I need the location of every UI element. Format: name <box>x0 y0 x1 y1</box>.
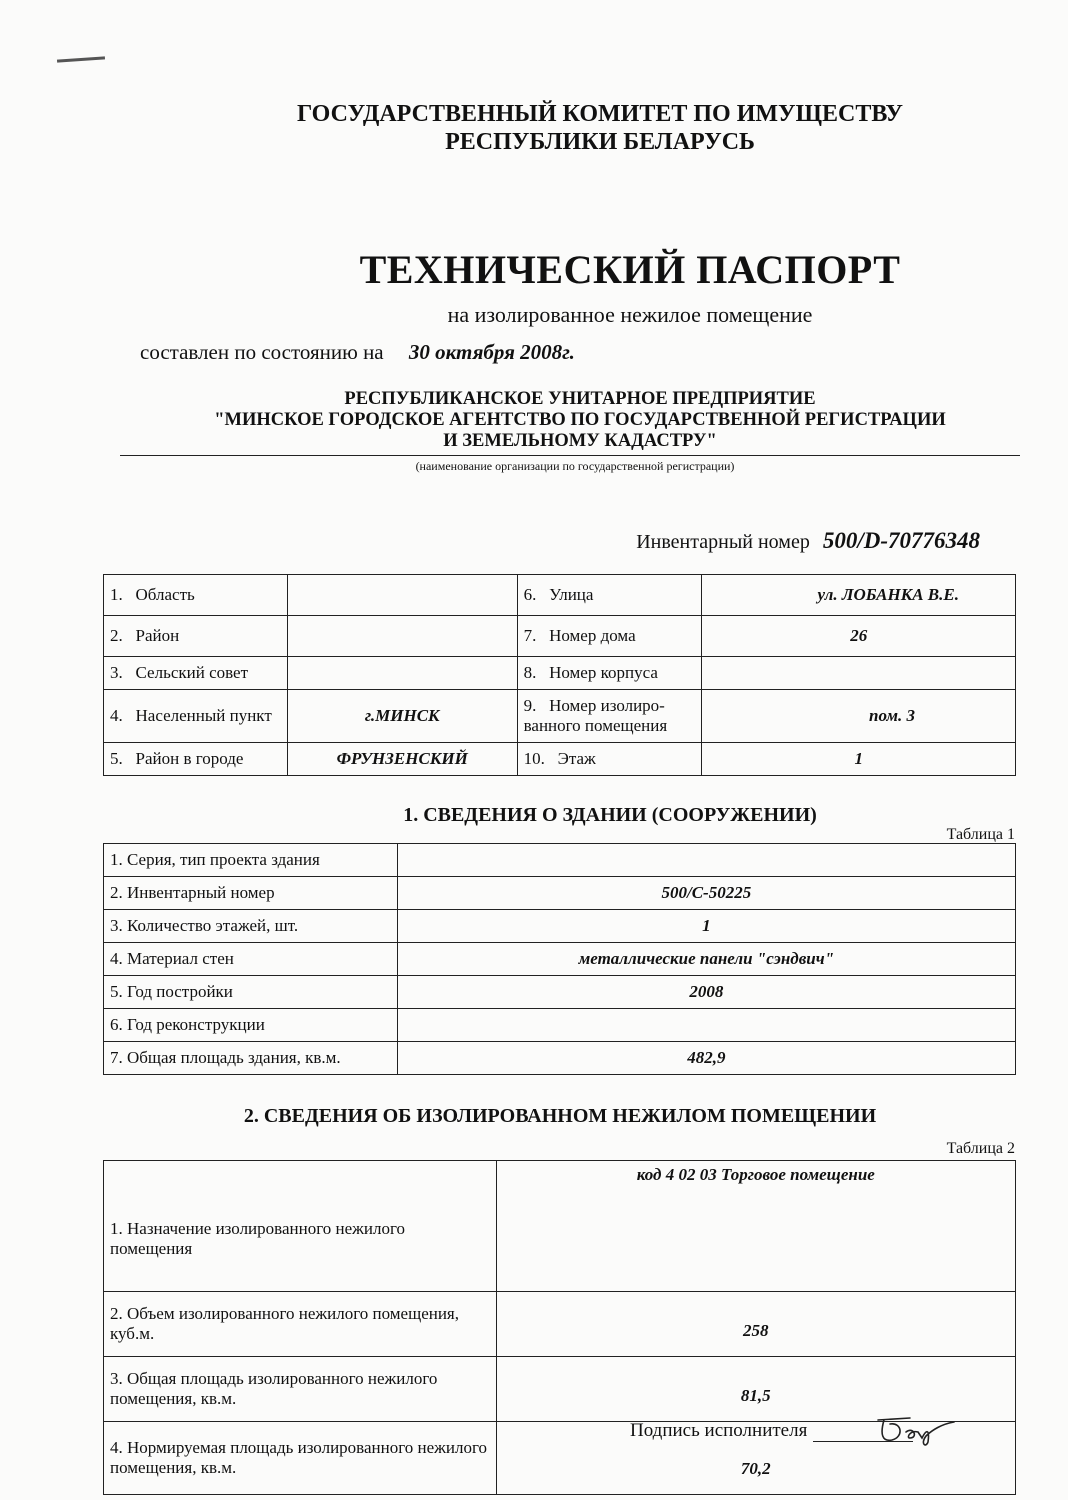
section-2-title: 2. СВЕДЕНИЯ ОБ ИЗОЛИРОВАННОМ НЕЖИЛОМ ПОМЕЩЕНИИ <box>243 1105 877 1127</box>
premise-label-cell: 4. Нормируемая площадь изолированного нежилого помещения, кв.м. <box>104 1422 497 1495</box>
handwritten-signature <box>870 1412 960 1448</box>
building-value-cell: 482,9 <box>397 1042 1015 1075</box>
building-value-cell: 1 <box>397 910 1015 943</box>
address-label: Улица <box>549 585 594 604</box>
premise-value-cell: код 4 02 03 Торговое помещение <box>496 1161 1015 1292</box>
building-value-cell: 2008 <box>397 976 1015 1009</box>
premise-value-cell: 258 <box>496 1292 1015 1357</box>
agency-note: (наименование организации по государственной регистрации) <box>415 459 735 473</box>
premise-value-cell: 81,5 <box>496 1357 1015 1422</box>
table-row <box>104 1161 1016 1292</box>
address-label: Этаж <box>557 749 596 768</box>
address-value-cell <box>702 657 1016 690</box>
building-label-cell: 7. Общая площадь здания, кв.м. <box>104 1042 398 1075</box>
agency-line-3: И ЗЕМЕЛЬНОМУ КАДАСТРУ" <box>443 431 717 451</box>
date-line <box>140 340 840 365</box>
agency-name <box>150 389 1010 452</box>
address-label-cell: 3. Сельский совет <box>104 657 288 690</box>
building-value-cell: металлические панели "сэндвич" <box>397 943 1015 976</box>
table-row <box>104 743 1016 776</box>
committee-header <box>200 100 1000 156</box>
address-label: Номер корпуса <box>549 663 658 682</box>
address-value-cell: ул. ЛОБАНКА В.Е. <box>702 575 1016 616</box>
address-value-cell: 1 <box>702 743 1016 776</box>
table-row <box>104 976 1016 1009</box>
address-value-cell: пом. 3 <box>702 690 1016 743</box>
table-row <box>104 910 1016 943</box>
table-row <box>104 1042 1016 1075</box>
table-row <box>104 690 1016 743</box>
building-label-cell: 3. Количество этажей, шт. <box>104 910 398 943</box>
scan-artifact-mark <box>57 56 105 62</box>
committee-line-2: РЕСПУБЛИКИ БЕЛАРУСЬ <box>445 129 755 155</box>
address-label-cell: 4. Населенный пункт <box>104 690 288 743</box>
table-row <box>104 943 1016 976</box>
table-1-label: Таблица 1 <box>946 826 1015 843</box>
address-label-cell: 1. Область <box>104 575 288 616</box>
building-label-cell: 4. Материал стен <box>104 943 398 976</box>
address-value-cell <box>287 575 517 616</box>
address-value-cell <box>287 616 517 657</box>
building-label-cell: 1. Серия, тип проекта здания <box>104 844 398 877</box>
table-row <box>104 575 1016 616</box>
address-label-cell: 8. Номер корпуса <box>517 657 702 690</box>
table-row <box>104 616 1016 657</box>
building-table <box>103 843 1016 1075</box>
committee-line-1: ГОСУДАРСТВЕННЫЙ КОМИТЕТ ПО ИМУЩЕСТВУ <box>296 101 904 127</box>
table-2-label: Таблица 2 <box>946 1140 1015 1157</box>
agency-line-1: РЕСПУБЛИКАНСКОЕ УНИТАРНОЕ ПРЕДПРИЯТИЕ <box>344 389 816 409</box>
address-label-cell: 5. Район в городе <box>104 743 288 776</box>
address-value-cell: ФРУНЗЕНСКИЙ <box>287 743 517 776</box>
building-label-cell: 5. Год постройки <box>104 976 398 1009</box>
premise-label-cell: 2. Объем изолированного нежилого помещения, куб.м. <box>104 1292 497 1357</box>
building-label-cell: 6. Год реконструкции <box>104 1009 398 1042</box>
table-row <box>104 1292 1016 1357</box>
building-label-cell: 2. Инвентарный номер <box>104 877 398 910</box>
document-subtitle: на изолированное нежилое помещение <box>447 302 813 327</box>
inventory-value: 500/D-70776348 <box>822 528 980 553</box>
address-label-cell: 9. Номер изолиро-ванного помещения <box>517 690 702 743</box>
address-value-cell: г.МИНСК <box>287 690 517 743</box>
address-label-cell: 10. Этаж <box>517 743 702 776</box>
building-value-cell <box>397 844 1015 877</box>
building-value-cell <box>397 1009 1015 1042</box>
address-label: Район в городе <box>135 749 244 768</box>
date-value: 30 октября 2008г. <box>408 340 575 364</box>
address-label: Населенный пункт <box>135 706 272 725</box>
address-label: Номер дома <box>549 626 636 645</box>
address-label: Область <box>135 585 195 604</box>
address-label-cell: 7. Номер дома <box>517 616 702 657</box>
table-row <box>104 844 1016 877</box>
address-label: Район <box>135 626 180 645</box>
address-label-cell: 2. Район <box>104 616 288 657</box>
address-value-cell <box>287 657 517 690</box>
address-table <box>103 574 1016 776</box>
agency-underline <box>120 455 1020 456</box>
inventory-label: Инвентарный номер <box>636 531 810 553</box>
table-row <box>104 657 1016 690</box>
premise-value-cell: 70,2 <box>496 1422 1015 1495</box>
premise-label-cell: 3. Общая площадь изолированного нежилого помещения, кв.м. <box>104 1357 497 1422</box>
section-1-title: 1. СВЕДЕНИЯ О ЗДАНИИ (СООРУЖЕНИИ) <box>403 804 817 826</box>
address-value-cell: 26 <box>702 616 1016 657</box>
date-label: составлен по состоянию на <box>140 340 384 364</box>
address-label: Сельский совет <box>135 663 249 682</box>
inventory-line <box>560 528 980 554</box>
address-label: Номер изолиро-ванного помещения <box>523 696 668 735</box>
agency-line-2: "МИНСКОЕ ГОРОДСКОЕ АГЕНТСТВО ПО ГОСУДАРСТВЕННОЙ РЕГИСТРАЦИИ <box>214 410 946 430</box>
table-row <box>104 877 1016 910</box>
address-label-cell: 6. Улица <box>517 575 702 616</box>
premise-label-cell: 1. Назначение изолированного нежилого помещения <box>104 1161 497 1292</box>
table-row <box>104 1009 1016 1042</box>
signature-label: Подпись исполнителя <box>630 1420 808 1441</box>
building-value-cell: 500/С-50225 <box>397 877 1015 910</box>
document-title: ТЕХНИЧЕСКИЙ ПАСПОРТ <box>359 247 901 292</box>
